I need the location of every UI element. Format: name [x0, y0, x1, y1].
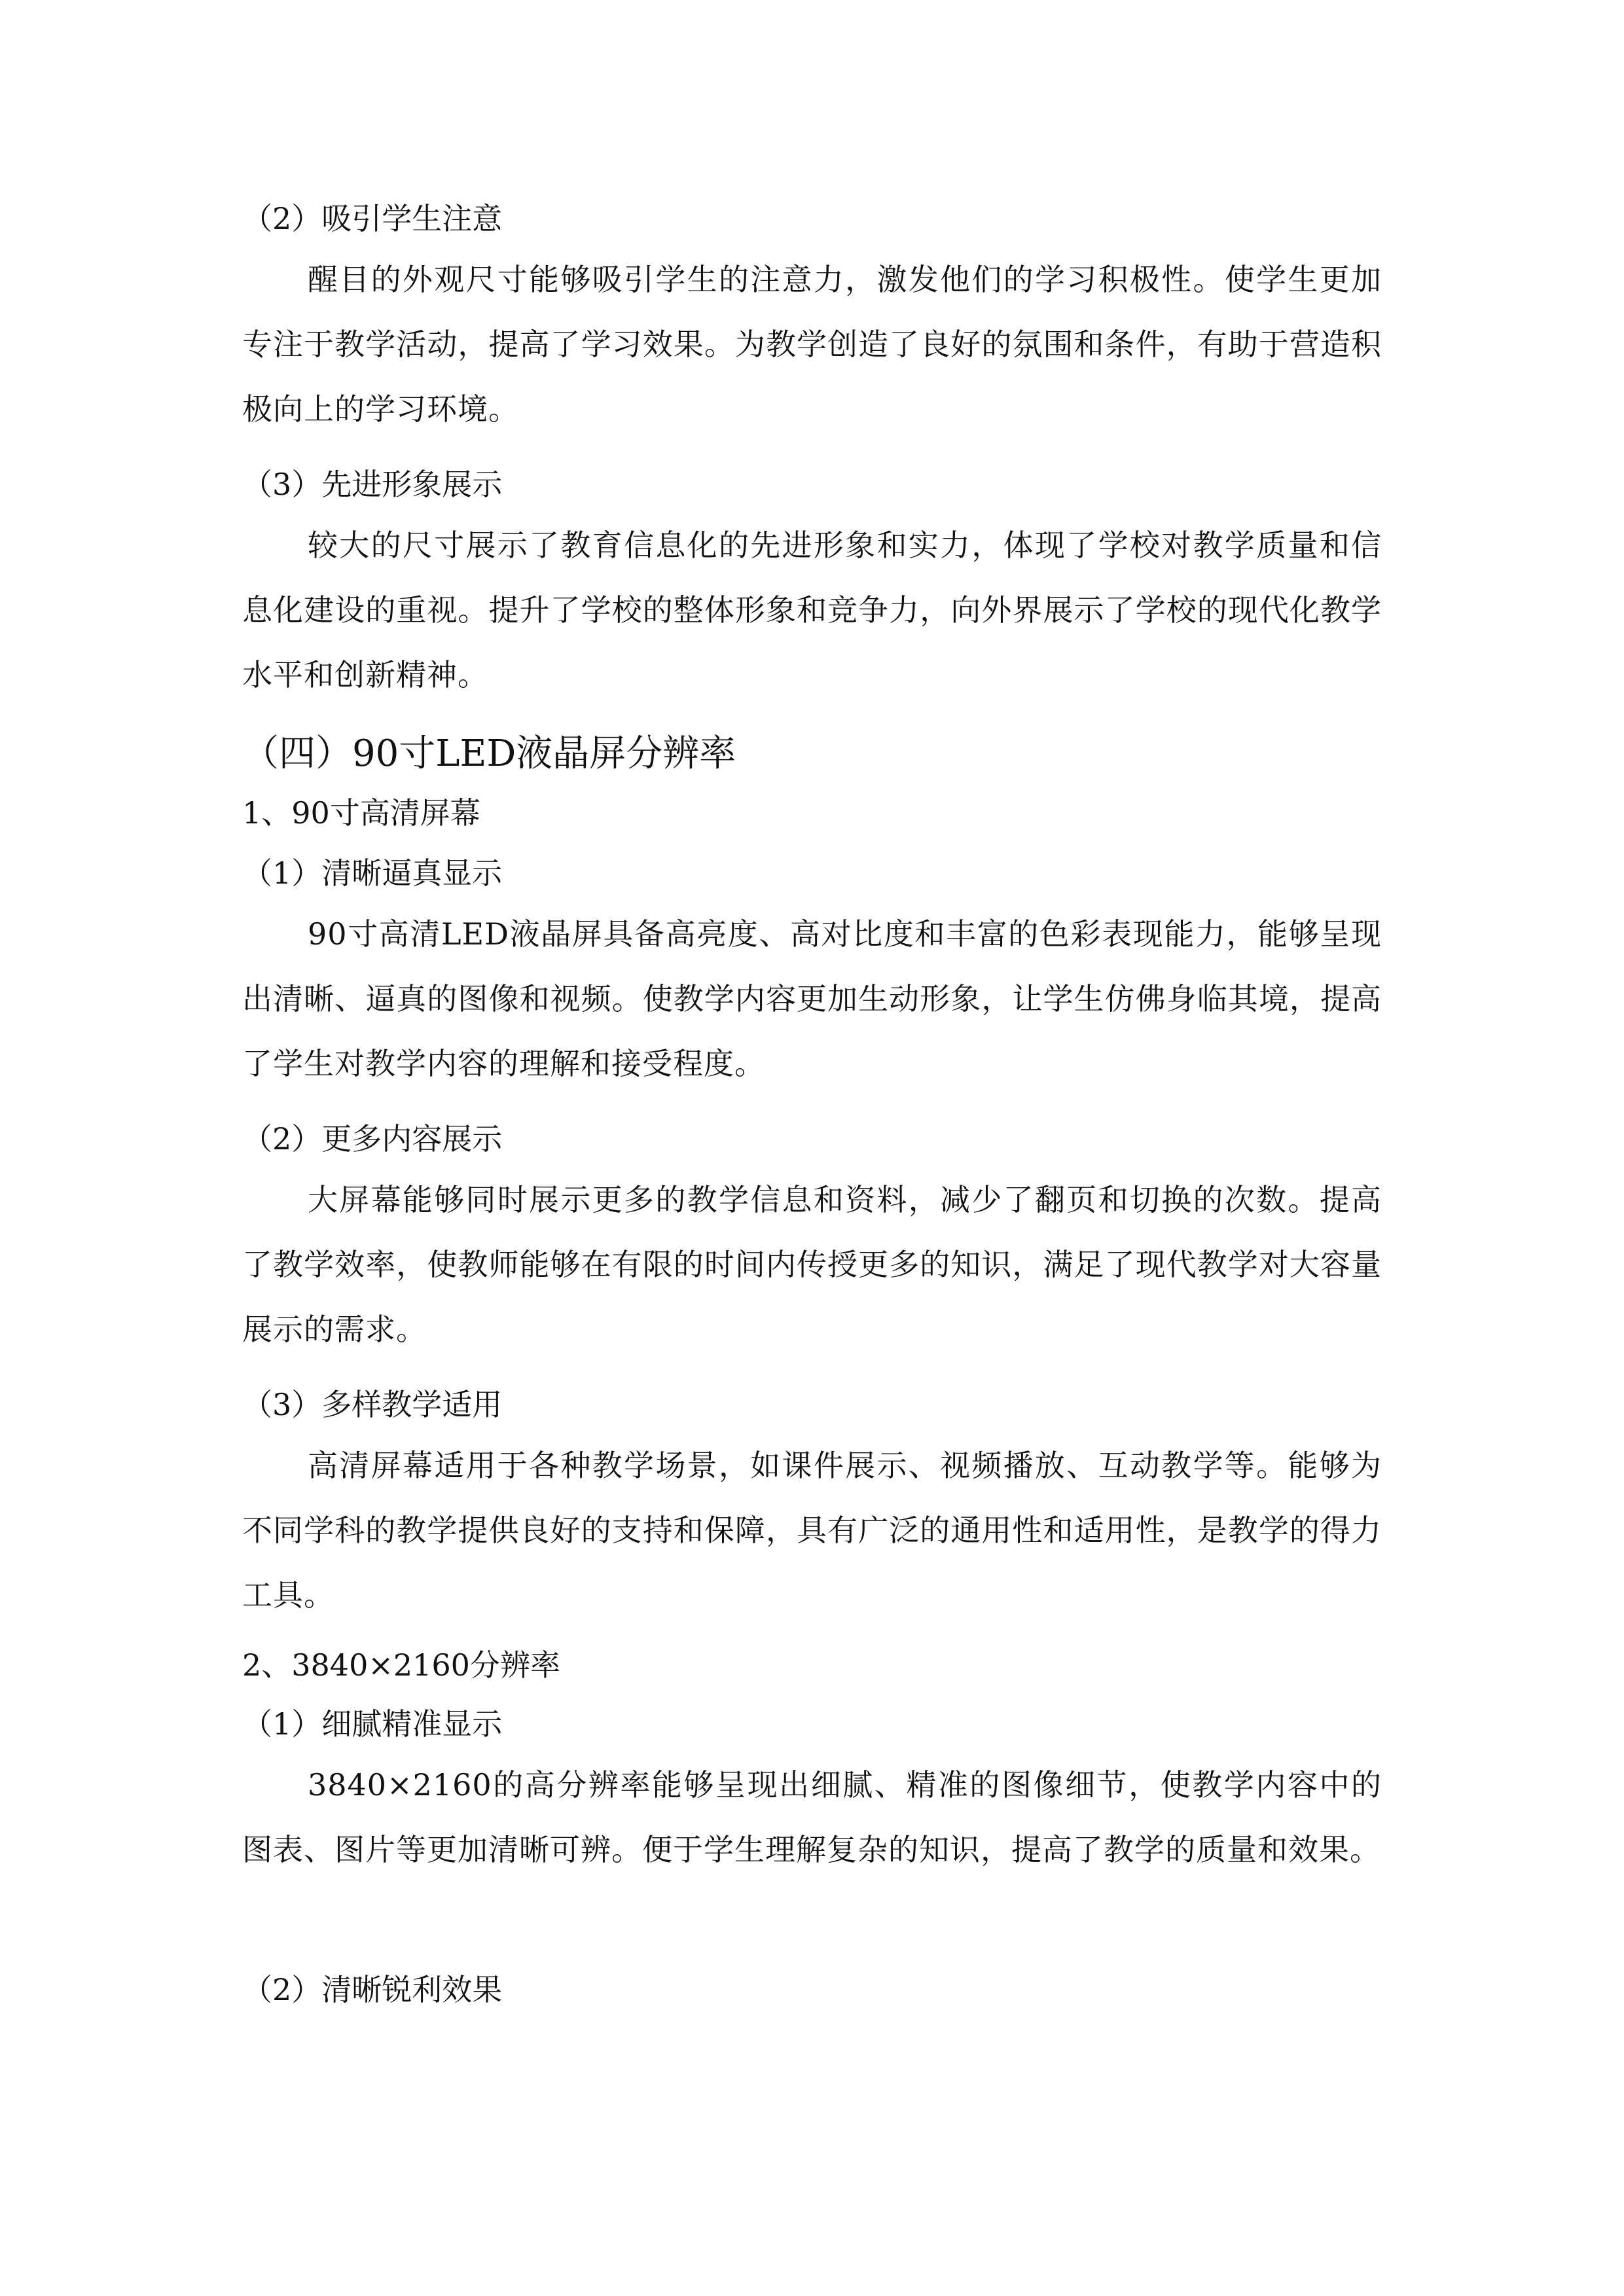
paragraph: 大屏幕能够同时展示更多的教学信息和资料，减少了翻页和切换的次数。提高了教学效率，使教师能够在有限的时间内传授更多的知识，满足了现代教学对大容量展示的需求。 [242, 1182, 1382, 1347]
subheading: （1）清晰逼真显示 [242, 855, 503, 891]
part2-item2-sub-block [242, 1967, 1382, 2012]
section-attract-attention [242, 196, 1382, 241]
paragraph: 3840×2160的高分辨率能够呈现出细腻、精准的图像细节，使教学内容中的图表、图片等更加清晰可辨。便于学生理解复杂的知识，提高了教学的质量和效果。 [242, 1767, 1382, 1867]
subheading: （1）细腻精准显示 [242, 1706, 503, 1742]
subheading: （3）多样教学适用 [242, 1387, 503, 1422]
paragraph-attract-attention [242, 247, 1382, 442]
part2-item1-text-block [242, 1753, 1382, 1882]
part1-item2-text-block [242, 1168, 1382, 1362]
subheading: （2）清晰锐利效果 [242, 1972, 503, 2007]
paragraph: 90寸高清LED液晶屏具备高亮度、高对比度和丰富的色彩表现能力，能够呈现出清晰、逼真的图像和视频。使教学内容更加生动形象，让学生仿佛身临其境，提高了学生对教学内容的理解和接受程度。 [242, 916, 1382, 1081]
subheading: （2）更多内容展示 [242, 1121, 503, 1157]
paragraph: 醒目的外观尺寸能够吸引学生的注意力，激发他们的学习积极性。使学生更加专注于教学活动，提高了学习效果。为教学创造了良好的氛围和条件，有助于营造积极向上的学习环境。 [242, 262, 1382, 427]
part1-item3-text-block [242, 1433, 1382, 1628]
part1-title-block [242, 791, 1382, 835]
paragraph: 高清屏幕适用于各种教学场景，如课件展示、视频播放、互动教学等。能够为不同学科的教学提供良好的支持和保障，具有广泛的通用性和适用性，是教学的得力工具。 [242, 1448, 1382, 1613]
subheading: （3）先进形象展示 [242, 467, 503, 502]
part1-item1-sub-block [242, 851, 1382, 895]
part1-item1-text-block [242, 902, 1382, 1096]
part1-item3-sub-block [242, 1382, 1382, 1427]
section-heading [242, 728, 1382, 780]
part1-title: 1、90寸高清屏幕 [242, 795, 480, 831]
part1-item2-sub-block [242, 1117, 1382, 1161]
heading-resolution: （四）90寸LED液晶屏分辨率 [242, 732, 736, 775]
paragraph-advanced-image [242, 513, 1382, 708]
section-advanced-image [242, 462, 1382, 507]
part2-item1-sub-block [242, 1702, 1382, 1746]
paragraph: 较大的尺寸展示了教育信息化的先进形象和实力，体现了学校对教学质量和信息化建设的重视。提升了学校的整体形象和竞争力，向外界展示了学校的现代化教学水平和创新精神。 [242, 528, 1382, 692]
part2-title: 2、3840×2160分辨率 [242, 1647, 560, 1683]
subheading: （2）吸引学生注意 [242, 201, 503, 236]
part2-title-block [242, 1643, 1382, 1687]
